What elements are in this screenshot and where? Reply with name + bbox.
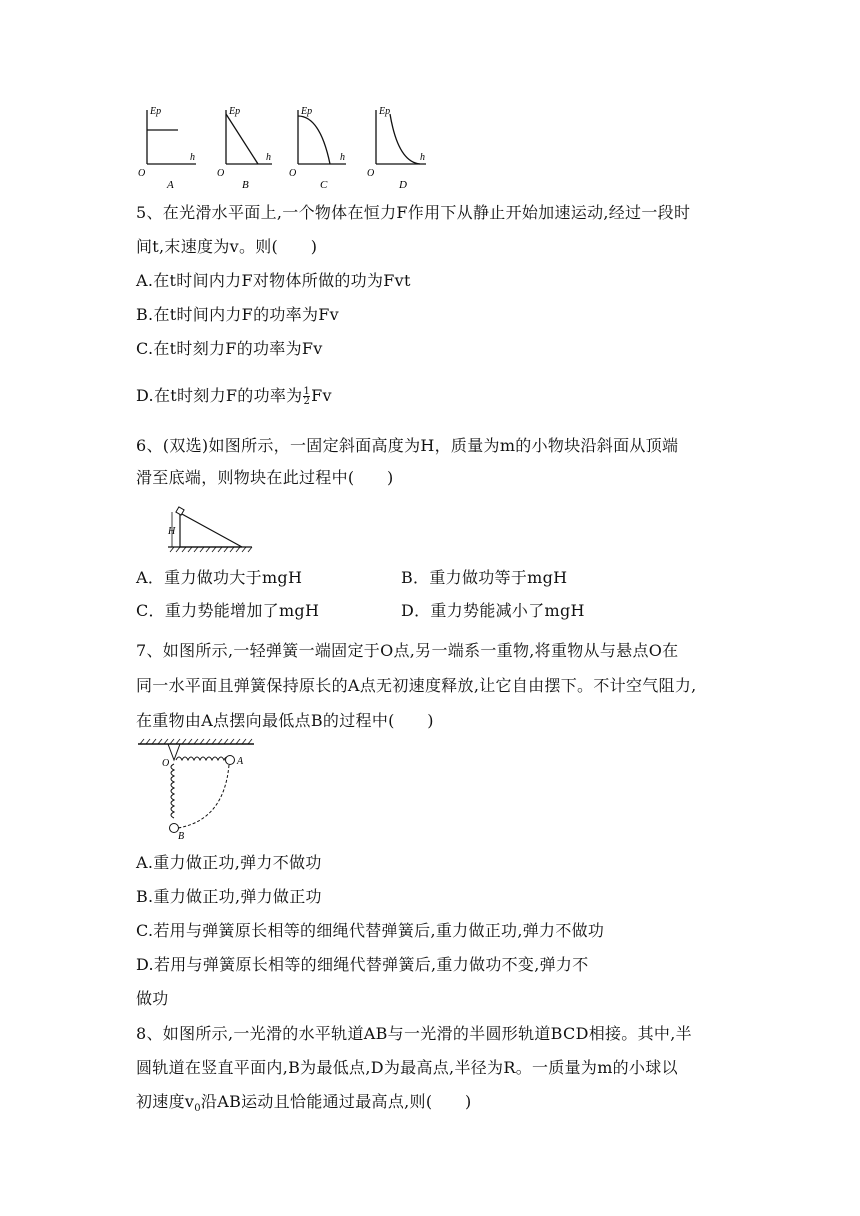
graph-d-ylabel: Ep xyxy=(379,106,391,117)
graph-c-origin: O xyxy=(289,168,297,179)
q5-option-d-suffix: Fv xyxy=(311,386,332,405)
q7-option-d-line1: D.若用与弹簧原长相等的细绳代替弹簧后,重力做功不变,弹力不 xyxy=(136,955,589,974)
spring-pendulum-svg xyxy=(136,738,260,840)
graph-c-label: C xyxy=(320,179,328,191)
q5-option-d xyxy=(136,386,332,406)
graph-a xyxy=(147,110,196,164)
q8-stem-line2: 圆轨道在竖直平面内,B为最低点,D为最高点,半径为R。一质量为m的小球以 xyxy=(136,1058,678,1077)
q5-option-c: C.在t时刻力F的功率为Fv xyxy=(136,339,323,358)
graph-b-xlabel: h xyxy=(266,152,271,163)
q7-option-d-line2: 做功 xyxy=(136,989,169,1008)
q7-option-b: B.重力做正功,弹力做正功 xyxy=(136,887,322,906)
q7-option-a: A.重力做正功,弹力不做功 xyxy=(136,853,322,872)
graph-c-ylabel: Ep xyxy=(301,106,313,117)
graph-b-ylabel: Ep xyxy=(229,106,241,117)
incline-height-label: H xyxy=(168,526,176,537)
graph-c xyxy=(298,110,346,164)
one-half-fraction xyxy=(303,387,310,406)
q6-option-a: A．重力做功大于mgH xyxy=(136,568,303,587)
label-a: A xyxy=(237,756,244,767)
swing-path xyxy=(178,765,229,828)
graph-d-origin: O xyxy=(367,168,375,179)
q8-stem-line3 xyxy=(136,1092,472,1119)
label-b: B xyxy=(178,831,185,840)
q8-line3-prefix: 初速度v xyxy=(136,1092,195,1111)
graph-b-origin: O xyxy=(217,168,225,179)
q7-stem-line1: 7、如图所示,一轻弹簧一端固定于O点,另一端系一重物,将重物从与悬点O在 xyxy=(136,641,679,660)
q7-option-c: C.若用与弹簧原长相等的细绳代替弹簧后,重力做正功,弹力不做功 xyxy=(136,921,605,940)
incline-figure xyxy=(160,504,260,554)
spring-horizontal xyxy=(176,757,230,760)
energy-graphs-svg xyxy=(130,100,450,195)
graph-c-xlabel: h xyxy=(340,152,345,163)
incline-svg xyxy=(160,504,260,554)
block-shape xyxy=(176,507,184,515)
q6-stem-line2: 滑至底端，则物块在此过程中( ) xyxy=(136,468,394,487)
q5-stem-line2: 间t,末速度为v。则( ) xyxy=(136,237,318,256)
q6-option-d: D．重力势能减小了mgH xyxy=(401,601,585,620)
q6-stem-line1: 6、(双选)如图所示，一固定斜面高度为H，质量为m的小物块沿斜面从顶端 xyxy=(136,436,679,455)
graph-a-xlabel: h xyxy=(190,152,195,163)
spring-vertical xyxy=(171,764,174,818)
graph-a-ylabel: Ep xyxy=(150,106,162,117)
q5-option-d-prefix: D.在t时刻力F的功率为 xyxy=(136,386,303,405)
q7-stem-line3: 在重物由A点摆向最低点B的过程中( ) xyxy=(136,711,434,730)
energy-graphs-figure xyxy=(130,100,450,195)
q5-stem-line1: 5、在光滑水平面上,一个物体在恒力F作用下从静止开始加速运动,经过一段时 xyxy=(136,203,691,222)
spring-pendulum-figure xyxy=(136,738,260,840)
fraction-numerator: 1 xyxy=(303,386,311,397)
q8-line3-suffix: 沿AB运动且恰能通过最高点,则( ) xyxy=(200,1092,472,1111)
fraction-denominator: 2 xyxy=(303,396,311,407)
ball-a xyxy=(226,756,235,765)
label-o: O xyxy=(162,758,170,769)
q8-v-subscript: 0 xyxy=(194,1103,201,1115)
graph-a-label: A xyxy=(167,179,174,191)
q5-option-b: B.在t时间内力F的功率为Fv xyxy=(136,305,340,324)
graph-d-label: D xyxy=(399,179,407,191)
graph-d-xlabel: h xyxy=(420,152,425,163)
q7-stem-line2: 同一水平面且弹簧保持原长的A点无初速度释放,让它自由摆下。不计空气阻力, xyxy=(136,676,697,695)
graph-b-label: B xyxy=(242,179,249,191)
q8-stem-line1: 8、如图所示,一光滑的水平轨道AB与一光滑的半圆形轨道BCD相接。其中,半 xyxy=(136,1024,692,1043)
q6-option-b: B．重力做功等于mgH xyxy=(401,568,568,587)
q5-option-a: A.在t时间内力F对物体所做的功为Fvt xyxy=(136,271,411,290)
graph-a-origin: O xyxy=(138,168,146,179)
graph-d xyxy=(376,110,426,164)
q6-option-c: C．重力势能增加了mgH xyxy=(136,601,320,620)
